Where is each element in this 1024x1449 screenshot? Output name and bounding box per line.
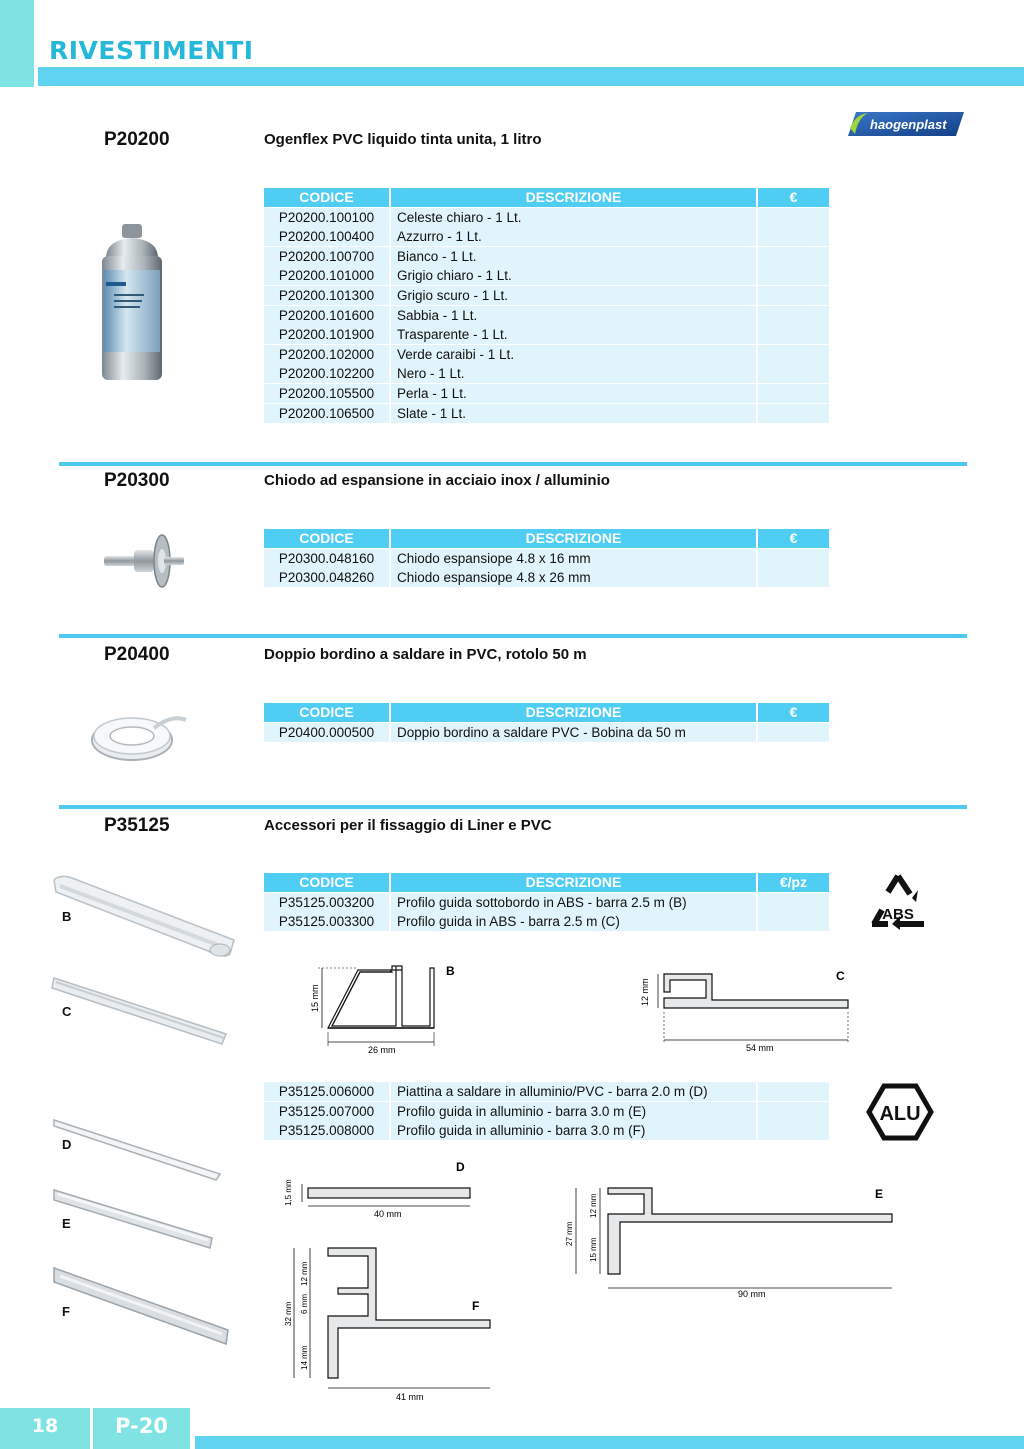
alu-material-icon	[866, 1082, 934, 1142]
alu-badge-text: ALU	[879, 1103, 921, 1125]
table-row	[264, 404, 829, 424]
table-row	[264, 208, 829, 228]
cell-code: P20200.101900	[264, 325, 389, 344]
cell-code: P20200.101000	[264, 266, 389, 285]
drawing-profile-b	[306, 958, 466, 1058]
cell-code: P20200.100100	[264, 208, 389, 227]
cell-code: P20200.106500	[264, 404, 389, 423]
cell-code: P35125.008000	[264, 1121, 389, 1140]
cell-price	[758, 325, 829, 344]
table-row	[264, 306, 829, 326]
col-header-description: DESCRIZIONE	[391, 703, 756, 722]
table-row	[264, 384, 829, 404]
cell-description: Trasparente - 1 Lt.	[391, 325, 756, 344]
cell-price	[758, 384, 829, 403]
cell-description: Bianco - 1 Lt.	[391, 247, 756, 266]
cell-code: P20200.101300	[264, 286, 389, 305]
cell-description: Doppio bordino a saldare PVC - Bobina da 50 m	[391, 723, 756, 742]
drawing-b-label: B	[446, 964, 455, 978]
table-row	[264, 912, 829, 932]
product-table	[264, 1082, 829, 1141]
drawing-d-height: 1,5 mm	[284, 1179, 293, 1206]
cell-price	[758, 227, 829, 246]
photo-label-f: F	[62, 1304, 70, 1319]
cell-description: Profilo guida in alluminio - barra 3.0 m (E)	[391, 1102, 756, 1121]
cell-description: Azzurro - 1 Lt.	[391, 227, 756, 246]
drawing-d-label: D	[456, 1160, 465, 1174]
cell-description: Perla - 1 Lt.	[391, 384, 756, 403]
cell-description: Profilo guida sottobordo in ABS - barra 2.5 m (B)	[391, 893, 756, 912]
table-header-row	[264, 529, 829, 549]
col-header-description: DESCRIZIONE	[391, 873, 756, 892]
col-header-description: DESCRIZIONE	[391, 529, 756, 548]
abs-badge-text: ABS	[882, 906, 914, 923]
drawing-profile-e	[560, 1180, 896, 1302]
cell-description: Chiodo espansiope 4.8 x 16 mm	[391, 549, 756, 568]
profile-f-image	[50, 1264, 232, 1350]
cell-price	[758, 404, 829, 423]
cell-description: Piattina a saldare in alluminio/PVC - barra 2.0 m (D)	[391, 1082, 756, 1101]
product-code: P20400	[104, 644, 170, 665]
drawing-e-label: E	[875, 1187, 884, 1201]
table-row	[264, 549, 829, 569]
product-title: Chiodo ad espansione in acciaio inox / alluminio	[264, 472, 610, 489]
table-row	[264, 227, 829, 247]
col-header-description: DESCRIZIONE	[391, 188, 756, 207]
cell-price	[758, 1082, 829, 1101]
page-number: 18	[0, 1408, 90, 1449]
table-header-row	[264, 873, 829, 893]
section-divider	[59, 634, 967, 638]
cell-description: Profilo guida in ABS - barra 2.5 m (C)	[391, 912, 756, 931]
cell-code: P20300.048260	[264, 568, 389, 587]
cell-description: Grigio chiaro - 1 Lt.	[391, 266, 756, 285]
expansion-nail-image	[100, 530, 190, 592]
drawing-e-width: 90 mm	[738, 1289, 766, 1299]
col-header-price: €	[758, 529, 829, 548]
cell-description: Chiodo espansiope 4.8 x 26 mm	[391, 568, 756, 587]
page-title: RIVESTIMENTI	[49, 36, 254, 65]
product-table	[264, 529, 829, 588]
drawing-f-label: F	[472, 1299, 480, 1313]
table-row	[264, 1121, 829, 1141]
product-table	[264, 188, 829, 423]
col-header-price-per-piece: €/pz	[758, 873, 829, 892]
photo-label-b: B	[62, 909, 72, 924]
cell-description: Celeste chiaro - 1 Lt.	[391, 208, 756, 227]
abs-recycling-icon	[866, 872, 930, 930]
table-row	[264, 723, 829, 743]
drawing-e-top: 12 mm	[589, 1193, 598, 1218]
drawing-f-mid: 6 mm	[300, 1294, 309, 1314]
cell-description: Sabbia - 1 Lt.	[391, 306, 756, 325]
product-table	[264, 703, 829, 742]
table-row	[264, 568, 829, 588]
drawing-c-width: 54 mm	[746, 1043, 774, 1053]
cell-description: Slate - 1 Lt.	[391, 404, 756, 423]
table-row	[264, 286, 829, 306]
cell-code: P20200.105500	[264, 384, 389, 403]
col-header-code: CODICE	[264, 873, 389, 892]
drawing-profile-d	[280, 1158, 480, 1222]
table-row	[264, 1102, 829, 1122]
cell-price	[758, 208, 829, 227]
table-header-row	[264, 188, 829, 208]
photo-label-d: D	[62, 1137, 72, 1152]
haogenplast-logo	[846, 110, 964, 138]
cell-price	[758, 345, 829, 364]
drawing-b-height: 15 mm	[310, 984, 320, 1012]
cell-code: P20200.101600	[264, 306, 389, 325]
col-header-code: CODICE	[264, 703, 389, 722]
product-code: P35125	[104, 815, 170, 836]
haogenplast-logo-text: haogenplast	[870, 117, 947, 132]
table-row	[264, 1082, 829, 1102]
cell-description: Nero - 1 Lt.	[391, 364, 756, 383]
pvc-liquid-can-image	[92, 222, 172, 386]
cell-code: P20200.100400	[264, 227, 389, 246]
cell-code: P20400.000500	[264, 723, 389, 742]
cell-code: P20300.048160	[264, 549, 389, 568]
drawing-e-total: 27 mm	[565, 1221, 574, 1246]
table-row	[264, 266, 829, 286]
cell-code: P35125.003200	[264, 893, 389, 912]
cell-code: P35125.006000	[264, 1082, 389, 1101]
cell-price	[758, 286, 829, 305]
product-code: P20300	[104, 470, 170, 491]
section-divider	[59, 805, 967, 809]
page-code: P-20	[93, 1408, 190, 1449]
drawing-f-total: 32 mm	[284, 1301, 293, 1326]
cell-price	[758, 1102, 829, 1121]
profile-e-image	[50, 1186, 216, 1252]
drawing-e-bottom: 15 mm	[589, 1237, 598, 1262]
cell-price	[758, 266, 829, 285]
footer-bar	[195, 1436, 1024, 1449]
cell-code: P20200.102000	[264, 345, 389, 364]
pvc-edging-roll-image	[88, 700, 188, 764]
col-header-code: CODICE	[264, 188, 389, 207]
drawing-f-top: 12 mm	[300, 1261, 309, 1286]
header-tab-decoration	[0, 0, 34, 87]
cell-price	[758, 912, 829, 931]
product-title: Doppio bordino a saldare in PVC, rotolo 50 m	[264, 646, 587, 663]
table-row	[264, 364, 829, 384]
drawing-profile-c	[636, 966, 856, 1056]
cell-price	[758, 568, 829, 587]
profile-c-image	[50, 972, 230, 1048]
cell-code: P20200.100700	[264, 247, 389, 266]
section-divider	[59, 462, 967, 466]
drawing-d-width: 40 mm	[374, 1209, 402, 1219]
cell-price	[758, 893, 829, 912]
cell-price	[758, 1121, 829, 1140]
product-table	[264, 873, 829, 932]
drawing-profile-f	[280, 1240, 500, 1408]
cell-description: Grigio scuro - 1 Lt.	[391, 286, 756, 305]
col-header-code: CODICE	[264, 529, 389, 548]
cell-description: Verde caraibi - 1 Lt.	[391, 345, 756, 364]
table-row	[264, 325, 829, 345]
cell-price	[758, 364, 829, 383]
profile-b-image	[50, 870, 236, 960]
cell-code: P35125.007000	[264, 1102, 389, 1121]
photo-label-e: E	[62, 1216, 71, 1231]
table-row	[264, 345, 829, 365]
table-row	[264, 247, 829, 267]
drawing-f-width: 41 mm	[396, 1392, 424, 1402]
table-header-row	[264, 703, 829, 723]
cell-code: P20200.102200	[264, 364, 389, 383]
drawing-f-bottom: 14 mm	[300, 1345, 309, 1370]
product-title: Ogenflex PVC liquido tinta unita, 1 litro	[264, 131, 542, 148]
photo-label-c: C	[62, 1004, 72, 1019]
drawing-b-width: 26 mm	[368, 1045, 396, 1055]
col-header-price: €	[758, 188, 829, 207]
header-bar	[38, 67, 1024, 86]
cell-code: P35125.003300	[264, 912, 389, 931]
profile-d-image	[52, 1116, 224, 1182]
drawing-c-label: C	[836, 969, 845, 983]
cell-price	[758, 306, 829, 325]
cell-price	[758, 723, 829, 742]
cell-price	[758, 549, 829, 568]
cell-price	[758, 247, 829, 266]
table-row	[264, 893, 829, 913]
product-code: P20200	[104, 129, 170, 150]
cell-description: Profilo guida in alluminio - barra 3.0 m (F)	[391, 1121, 756, 1140]
product-title: Accessori per il fissaggio di Liner e PVC	[264, 817, 552, 834]
col-header-price: €	[758, 703, 829, 722]
drawing-c-height: 12 mm	[640, 978, 650, 1006]
